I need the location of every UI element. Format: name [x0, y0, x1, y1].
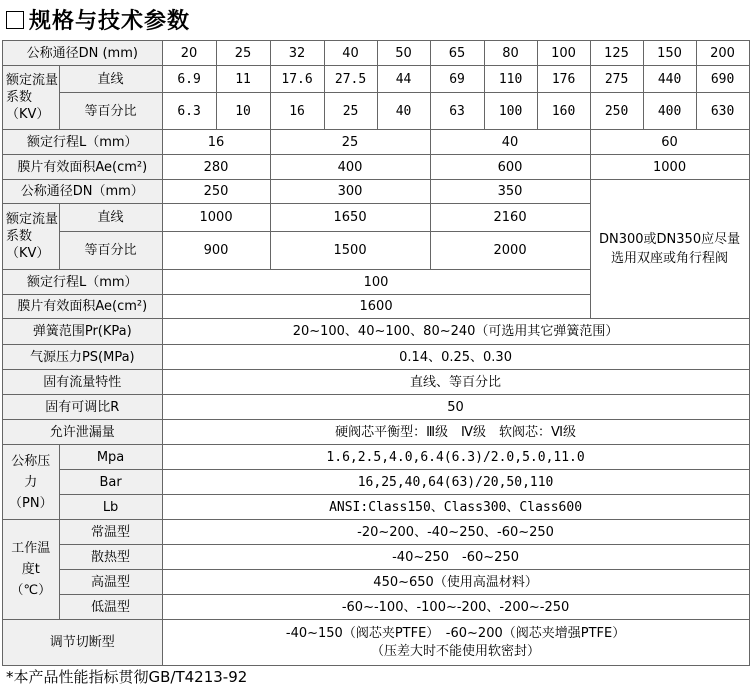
cutoff-label: 调节切断型 — [3, 620, 163, 666]
dn-value: 80 — [484, 41, 537, 66]
kv2-value: 1650 — [270, 204, 430, 232]
pn-value: 1.6,2.5,4.0,6.4(6.3)/2.0,5.0,11.0 — [162, 445, 749, 470]
dn-value: 50 — [377, 41, 430, 66]
kv2-value: 1000 — [162, 204, 270, 232]
flow-char-label: 固有流量特性 — [3, 370, 163, 395]
kv2-value: 2160 — [430, 204, 590, 232]
kv-value: 160 — [537, 93, 590, 130]
dn-value: 200 — [696, 41, 749, 66]
table-row — [3, 345, 750, 370]
flow-char-value: 直线、等百分比 — [162, 370, 749, 395]
air-value: 0.14、0.25、0.30 — [162, 345, 749, 370]
checkbox-square-icon — [6, 11, 24, 29]
table-row — [3, 445, 750, 470]
kv-value: 6.9 — [162, 66, 216, 93]
kv2-value: 900 — [162, 232, 270, 270]
section-title — [6, 4, 190, 35]
table-row — [3, 180, 750, 204]
table-row — [3, 155, 750, 180]
stroke-label: 额定行程L（mm） — [3, 130, 163, 155]
temp-label: 工作温度t（℃） — [3, 520, 60, 620]
kv2-label: 额定流量系数（KV） — [3, 204, 60, 270]
dn-value: 25 — [216, 41, 270, 66]
kv-value: 44 — [377, 66, 430, 93]
table-row — [3, 66, 750, 93]
spec-table — [2, 40, 750, 666]
pn-unit: Lb — [59, 495, 162, 520]
table-row — [3, 495, 750, 520]
kv-value: 690 — [696, 66, 749, 93]
temp-value: -20~200、-40~250、-60~250 — [162, 520, 749, 545]
dn-value: 40 — [324, 41, 377, 66]
temp-type: 低温型 — [59, 595, 162, 620]
kv-value: 400 — [643, 93, 696, 130]
table-row — [3, 545, 750, 570]
dn-value: 65 — [430, 41, 484, 66]
leak-value: 硬阀芯平衡型：Ⅲ级 Ⅳ级 软阀芯：Ⅵ级 — [162, 420, 749, 445]
dn2-value: 300 — [270, 180, 430, 204]
area-value: 600 — [430, 155, 590, 180]
table-row — [3, 595, 750, 620]
temp-type: 常温型 — [59, 520, 162, 545]
kv-value: 100 — [484, 93, 537, 130]
area-value: 1000 — [590, 155, 749, 180]
dn-value: 150 — [643, 41, 696, 66]
kv-linear-label: 直线 — [59, 66, 162, 93]
pn-unit: Bar — [59, 470, 162, 495]
kv2-value: 2000 — [430, 232, 590, 270]
dn-label: 公称通径DN (mm) — [3, 41, 163, 66]
kv-value: 40 — [377, 93, 430, 130]
stroke-value: 25 — [270, 130, 430, 155]
kv-value: 27.5 — [324, 66, 377, 93]
stroke2-value: 100 — [162, 270, 590, 295]
table-row — [3, 420, 750, 445]
dn2-value: 250 — [162, 180, 270, 204]
temp-type: 高温型 — [59, 570, 162, 595]
cutoff-line-1: -40~150（阀芯夹PTFE） -60~200（阀芯夹增强PTFE） — [285, 625, 626, 641]
table-row — [3, 520, 750, 545]
leak-label: 允许泄漏量 — [3, 420, 163, 445]
kv-value: 275 — [590, 66, 643, 93]
temp-value: -40~250 -60~250 — [162, 545, 749, 570]
dn-value: 100 — [537, 41, 590, 66]
kv-value: 250 — [590, 93, 643, 130]
area2-label: 膜片有效面积Ae(cm²) — [3, 295, 163, 319]
cutoff-value — [162, 620, 749, 666]
dn2-value: 350 — [430, 180, 590, 204]
kv2-linear-label: 直线 — [59, 204, 162, 232]
kv-value: 110 — [484, 66, 537, 93]
pn-label: 公称压力（PN） — [3, 445, 60, 520]
kv2-equal-label: 等百分比 — [59, 232, 162, 270]
kv-value: 16 — [270, 93, 324, 130]
area2-value: 1600 — [162, 295, 590, 319]
air-label: 气源压力PS(MPa) — [3, 345, 163, 370]
table-row — [3, 41, 750, 66]
kv-value: 63 — [430, 93, 484, 130]
dn2-label: 公称通径DN（mm） — [3, 180, 163, 204]
table-row — [3, 395, 750, 420]
area-label: 膜片有效面积Ae(cm²) — [3, 155, 163, 180]
pn-unit: Mpa — [59, 445, 162, 470]
pn-value: 16,25,40,64(63)/20,50,110 — [162, 470, 749, 495]
cutoff-line-2: （压差大时不能使用软密封） — [371, 643, 541, 659]
table-row — [3, 130, 750, 155]
stroke-value: 16 — [162, 130, 270, 155]
table-row — [3, 370, 750, 395]
table-row — [3, 570, 750, 595]
range-label: 固有可调比R — [3, 395, 163, 420]
kv-equal-label: 等百分比 — [59, 93, 162, 130]
kv2-value: 1500 — [270, 232, 430, 270]
table-row — [3, 620, 750, 666]
kv-value: 69 — [430, 66, 484, 93]
kv-value: 440 — [643, 66, 696, 93]
pn-value: ANSI:Class150、Class300、Class600 — [162, 495, 749, 520]
kv-value: 10 — [216, 93, 270, 130]
kv-value: 17.6 — [270, 66, 324, 93]
kv-value: 6.3 — [162, 93, 216, 130]
kv-value: 630 — [696, 93, 749, 130]
large-dn-note: DN300或DN350应尽量选用双座或角行程阀 — [590, 180, 749, 319]
dn-value: 20 — [162, 41, 216, 66]
area-value: 280 — [162, 155, 270, 180]
table-row — [3, 470, 750, 495]
table-row — [3, 93, 750, 130]
temp-value: -60~-100、-100~-200、-200~-250 — [162, 595, 749, 620]
kv-value: 11 — [216, 66, 270, 93]
stroke2-label: 额定行程L（mm） — [3, 270, 163, 295]
kv-value: 176 — [537, 66, 590, 93]
footnote: *本产品性能指标贯彻GB/T4213-92 — [6, 668, 248, 686]
kv-value: 25 — [324, 93, 377, 130]
stroke-value: 60 — [590, 130, 749, 155]
temp-type: 散热型 — [59, 545, 162, 570]
spring-value: 20~100、40~100、80~240（可选用其它弹簧范围） — [162, 319, 749, 345]
kv-label: 额定流量系数（KV） — [3, 66, 60, 130]
temp-value: 450~650（使用高温材料） — [162, 570, 749, 595]
range-value: 50 — [162, 395, 749, 420]
dn-value: 125 — [590, 41, 643, 66]
spring-label: 弹簧范围Pr(KPa) — [3, 319, 163, 345]
table-row — [3, 319, 750, 345]
dn-value: 32 — [270, 41, 324, 66]
stroke-value: 40 — [430, 130, 590, 155]
area-value: 400 — [270, 155, 430, 180]
section-title-text: 规格与技术参数 — [29, 9, 191, 34]
